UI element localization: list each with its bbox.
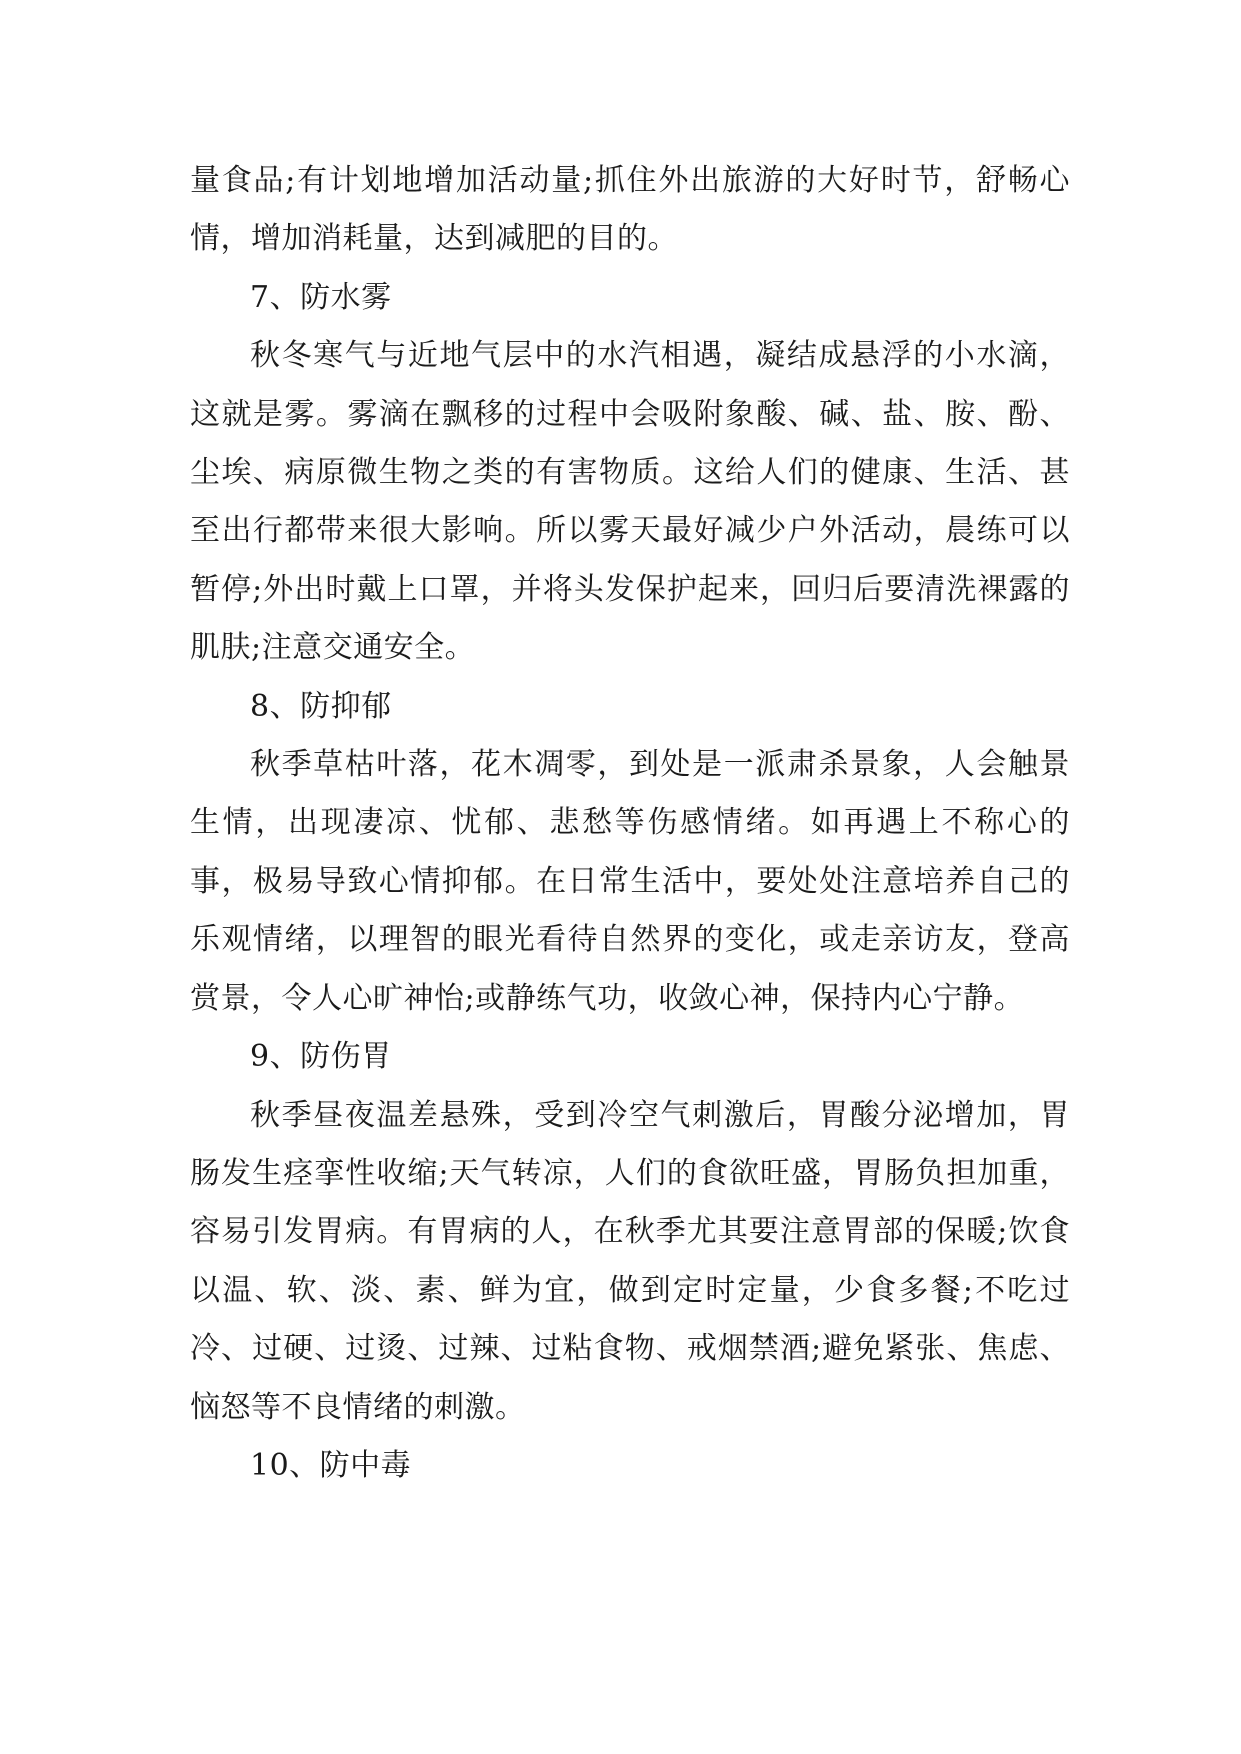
section-heading-8: 8、防抑郁 xyxy=(250,688,392,724)
paragraph-continuation: 量食品;有计划地增加活动量;抓住外出旅游的大好时节，舒畅心情，增加消耗量，达到减肥的目的。 xyxy=(190,163,1070,257)
section-heading-7: 7、防水雾 xyxy=(250,279,392,315)
paragraph-fog: 秋冬寒气与近地气层中的水汽相遇，凝结成悬浮的小水滴，这就是雾。雾滴在飘移的过程中会吸附象酸、碱、盐、胺、酚、尘埃、病原微生物之类的有害物质。这给人们的健康、生活、甚至出行都带来很大影响。所以雾天最好减少户外活动，晨练可以暂停;外出时戴上口罩，并将头发保护起来，回归后要清洗裸露的肌肤;注意交通安全。 xyxy=(190,338,1070,666)
document-body xyxy=(190,152,1070,1495)
section-heading-9: 9、防伤胃 xyxy=(250,1039,392,1075)
paragraph-stomach: 秋季昼夜温差悬殊，受到冷空气刺激后，胃酸分泌增加，胃肠发生痉挛性收缩;天气转凉，人们的食欲旺盛，胃肠负担加重，容易引发胃病。有胃病的人，在秋季尤其要注意胃部的保暖;饮食以温、软、淡、素、鲜为宜，做到定时定量，少食多餐;不吃过冷、过硬、过烫、过辣、过粘食物、戒烟禁酒;避免紧张、焦虑、恼怒等不良情绪的刺激。 xyxy=(190,1097,1070,1425)
section-heading-10: 10、防中毒 xyxy=(250,1447,412,1483)
paragraph-depression: 秋季草枯叶落，花木凋零，到处是一派肃杀景象，人会触景生情，出现凄凉、忧郁、悲愁等伤感情绪。如再遇上不称心的事，极易导致心情抑郁。在日常生活中，要处处注意培养自己的乐观情绪，以理智的眼光看待自然界的变化，或走亲访友，登高赏景，令人心旷神怡;或静练气功，收敛心神，保持内心宁静。 xyxy=(190,747,1070,1016)
